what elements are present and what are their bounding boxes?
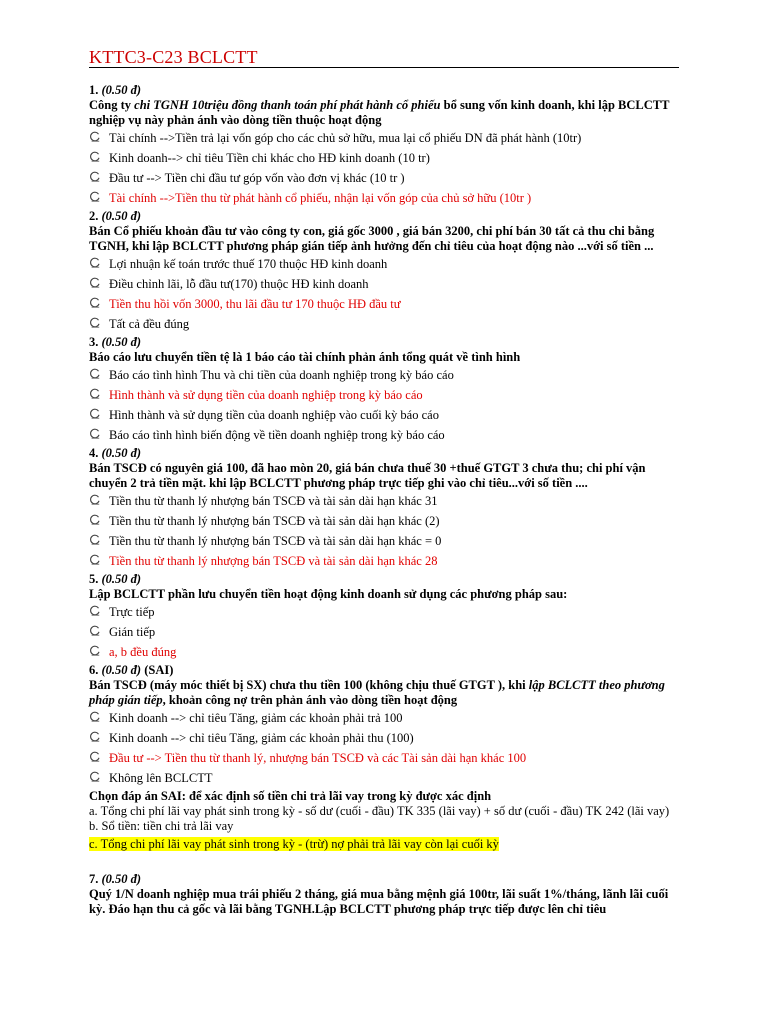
radio-button-icon[interactable] <box>89 625 100 636</box>
answer-option-label: Trực tiếp <box>109 605 155 619</box>
question-6 <box>89 663 679 788</box>
question-4-header <box>89 446 679 461</box>
radio-button-icon[interactable] <box>89 605 100 616</box>
question-3 <box>89 335 679 445</box>
answer-option[interactable] <box>89 365 679 385</box>
question-text-before: Bán TSCĐ (máy móc thiết bị SX) chưa thu tiền 100 (không chịu thuế GTGT ), khi <box>89 678 529 692</box>
question-5 <box>89 572 679 662</box>
question-points: (0.50 đ) <box>101 83 142 97</box>
radio-button-icon[interactable] <box>89 191 100 202</box>
question-points: (0.50 đ) <box>101 572 142 586</box>
answer-option-label: Lợi nhuận kế toán trước thuế 170 thuộc HĐ kinh doanh <box>109 257 388 271</box>
question-7-number: 7. <box>89 872 99 886</box>
answer-option-label: Kinh doanh--> chỉ tiêu Tiền chi khác cho HĐ kinh doanh (10 tr) <box>109 151 430 165</box>
radio-button-icon[interactable] <box>89 514 100 525</box>
radio-button-icon[interactable] <box>89 771 100 782</box>
question-text-before: Công ty <box>89 98 135 112</box>
question-6-header <box>89 663 679 678</box>
question-7-text: Quý 1/N doanh nghiệp mua trái phiếu 2 tháng, giá mua bằng mệnh giá 100tr, lãi suất 1%/tháng, lãnh lãi cuối kỳ. Đáo hạn thu cả gốc và lãi bằng TGNH.Lập BCLCTT phương pháp trực tiếp được lên chỉ tiêu <box>89 887 669 916</box>
answer-option-label: Báo cáo tình hình biến động về tiền doanh nghiệp trong kỳ báo cáo <box>109 428 445 442</box>
answer-option[interactable] <box>89 314 679 334</box>
answer-option[interactable] <box>89 622 679 642</box>
note-option-a: a. Tổng chi phí lãi vay phát sinh trong kỳ - số dư (cuối - đầu) TK 335 (lãi vay) + số dư (cuối - đầu) TK 242 (lãi vay) <box>89 804 670 818</box>
answer-option[interactable] <box>89 511 679 531</box>
radio-button-icon[interactable] <box>89 554 100 565</box>
question-text-after: , khoản công nợ trên phản ánh vào dòng tiền hoạt động <box>162 693 458 707</box>
question-text-italic: lập BCLCTT theo phương pháp gián tiếp <box>89 678 665 707</box>
radio-button-icon[interactable] <box>89 428 100 439</box>
answer-option[interactable] <box>89 425 679 445</box>
answer-option-label: Tất cả đều đúng <box>109 317 190 331</box>
title-divider <box>89 67 679 68</box>
note-heading: Chọn đáp án SAI: để xác định số tiền chi trả lãi vay trong kỳ được xác định <box>89 789 492 803</box>
question-text <box>89 350 679 365</box>
question-1-header <box>89 83 679 98</box>
answer-option[interactable] <box>89 748 679 768</box>
question-text <box>89 98 679 128</box>
answer-option[interactable] <box>89 148 679 168</box>
answer-option-label: Tiền thu từ thanh lý nhượng bán TSCĐ và tài sản dài hạn khác = 0 <box>109 534 442 548</box>
question-points: (0.50 đ) <box>101 663 142 677</box>
answer-option-label: Đầu tư --> Tiền thu từ thanh lý, nhượng bán TSCĐ và các Tài sản dài hạn khác 100 <box>109 751 527 765</box>
question-number: 1. <box>89 83 99 97</box>
answer-option-label: Không lên BCLCTT <box>109 771 213 785</box>
question-3-header <box>89 335 679 350</box>
document-page <box>89 0 679 917</box>
radio-button-icon[interactable] <box>89 388 100 399</box>
question-suffix: (SAI) <box>141 663 174 677</box>
radio-button-icon[interactable] <box>89 494 100 505</box>
radio-button-icon[interactable] <box>89 731 100 742</box>
question-points: (0.50 đ) <box>101 209 142 223</box>
radio-button-icon[interactable] <box>89 751 100 762</box>
radio-button-icon[interactable] <box>89 171 100 182</box>
answer-option[interactable] <box>89 385 679 405</box>
question-text-before: Bán TSCĐ có nguyên giá 100, đã hao mòn 20, giá bán chưa thuế 30 +thuế GTGT 3 chưa thu; chi phí vận chuyển 2 trả tiền mặt. khi lập BCLCTT phương pháp trực tiếp ghi vào chỉ tiêu...với số tiền .... <box>89 461 646 490</box>
answer-option[interactable] <box>89 128 679 148</box>
radio-button-icon[interactable] <box>89 408 100 419</box>
radio-button-icon[interactable] <box>89 317 100 328</box>
answer-option-label: Hình thành và sử dụng tiền của doanh nghiệp trong kỳ báo cáo <box>109 388 423 402</box>
answer-option-label: Tiền thu từ thanh lý nhượng bán TSCĐ và tài sản dài hạn khác 28 <box>109 554 438 568</box>
radio-button-icon[interactable] <box>89 151 100 162</box>
answer-option-label: Tiền thu từ thanh lý nhượng bán TSCĐ và tài sản dài hạn khác (2) <box>109 514 440 528</box>
question-5-header <box>89 572 679 587</box>
answer-option-label: Tiền thu hồi vốn 3000, thu lãi đầu tư 170 thuộc HĐ đầu tư <box>109 297 401 311</box>
answer-option-label: Hình thành và sử dụng tiền của doanh nghiệp vào cuối kỳ báo cáo <box>109 408 439 422</box>
question-number: 6. <box>89 663 99 677</box>
answer-option[interactable] <box>89 254 679 274</box>
note-option-b: b. Sổ tiền: tiền chi trả lãi vay <box>89 819 234 833</box>
answer-option[interactable] <box>89 294 679 314</box>
question-text-before: Lập BCLCTT phần lưu chuyển tiền hoạt động kinh doanh sử dụng các phương pháp sau: <box>89 587 568 601</box>
answer-option[interactable] <box>89 708 679 728</box>
answer-option[interactable] <box>89 551 679 571</box>
question-7-points: (0.50 đ) <box>101 872 142 886</box>
question-4 <box>89 446 679 571</box>
answer-option-label: Kinh doanh --> chỉ tiêu Tăng, giảm các khoản phải trả 100 <box>109 711 403 725</box>
answer-option[interactable] <box>89 642 679 662</box>
question-points: (0.50 đ) <box>101 335 142 349</box>
note-option-c-text: c. Tổng chi phí lãi vay phát sinh trong kỳ - (trừ) nợ phải trả lãi vay còn lại cuối kỳ <box>89 837 499 851</box>
answer-option-label: Kinh doanh --> chỉ tiêu Tăng, giảm các khoản phải thu (100) <box>109 731 414 745</box>
answer-option[interactable] <box>89 768 679 788</box>
answer-option-label: Điều chỉnh lãi, lỗ đầu tư(170) thuộc HĐ kinh doanh <box>109 277 369 291</box>
answer-option-label: Tài chính -->Tiền trả lại vốn góp cho các chủ sở hữu, mua lại cổ phiếu DN đã phát hành (10tr) <box>109 131 582 145</box>
answer-option[interactable] <box>89 531 679 551</box>
radio-button-icon[interactable] <box>89 368 100 379</box>
radio-button-icon[interactable] <box>89 645 100 656</box>
question-text-before: Báo cáo lưu chuyển tiền tệ là 1 báo cáo tài chính phản ánh tổng quát về tình hình <box>89 350 521 364</box>
answer-option-label: Báo cáo tình hình Thu và chi tiền của doanh nghiệp trong kỳ báo cáo <box>109 368 454 382</box>
answer-option[interactable] <box>89 405 679 425</box>
question-text-italic: chi TGNH 10triệu đồng thanh toán phí phát hành cổ phiếu <box>134 98 441 112</box>
radio-button-icon[interactable] <box>89 297 100 308</box>
question-number: 2. <box>89 209 99 223</box>
question-number: 3. <box>89 335 99 349</box>
answer-option[interactable] <box>89 491 679 511</box>
answer-option-label: a, b đều đúng <box>109 645 177 659</box>
question-2-header <box>89 209 679 224</box>
radio-button-icon[interactable] <box>89 711 100 722</box>
answer-option[interactable] <box>89 188 679 208</box>
question-7-header <box>89 872 679 887</box>
question-text-after: bổ sung vốn kinh doanh, khi lập BCLCTT nghiệp vụ này phản ánh vào dòng tiền thuộc hoạt động <box>89 98 670 127</box>
answer-option-label: Tài chính -->Tiền thu từ phát hành cổ phiếu, nhận lại vốn góp của chủ sở hữu (10tr ) <box>109 191 532 205</box>
answer-option-label: Tiền thu từ thanh lý nhượng bán TSCĐ và tài sản dài hạn khác 31 <box>109 494 438 508</box>
radio-button-icon[interactable] <box>89 131 100 142</box>
answer-option[interactable] <box>89 728 679 748</box>
note-option-c <box>89 837 679 852</box>
answer-option[interactable] <box>89 168 679 188</box>
note-block <box>89 789 679 852</box>
answer-option-label: Đầu tư --> Tiền chi đầu tư góp vốn vào đơn vị khác (10 tr ) <box>109 171 405 185</box>
question-number: 5. <box>89 572 99 586</box>
question-text <box>89 587 679 602</box>
question-text <box>89 224 679 254</box>
document-title: KTTC3-C23 BCLCTT <box>89 47 258 67</box>
answer-option-label: Gián tiếp <box>109 625 156 639</box>
question-1 <box>89 83 679 208</box>
radio-button-icon[interactable] <box>89 257 100 268</box>
answer-option[interactable] <box>89 274 679 294</box>
radio-button-icon[interactable] <box>89 277 100 288</box>
question-text-before: Bán Cổ phiếu khoản đầu tư vào công ty con, giá gốc 3000 , giá bán 3200, chi phí bán 30 tất cả thu chi bằng TGNH, khi lập BCLCTT phương pháp gián tiếp ảnh hưởng đến chỉ tiêu của hoạt động nào ...với số tiền ... <box>89 224 655 253</box>
question-7 <box>89 872 679 917</box>
answer-option[interactable] <box>89 602 679 622</box>
question-2 <box>89 209 679 334</box>
question-text <box>89 678 679 708</box>
question-text <box>89 461 679 491</box>
radio-button-icon[interactable] <box>89 534 100 545</box>
question-number: 4. <box>89 446 99 460</box>
question-list <box>89 83 679 788</box>
question-points: (0.50 đ) <box>101 446 142 460</box>
